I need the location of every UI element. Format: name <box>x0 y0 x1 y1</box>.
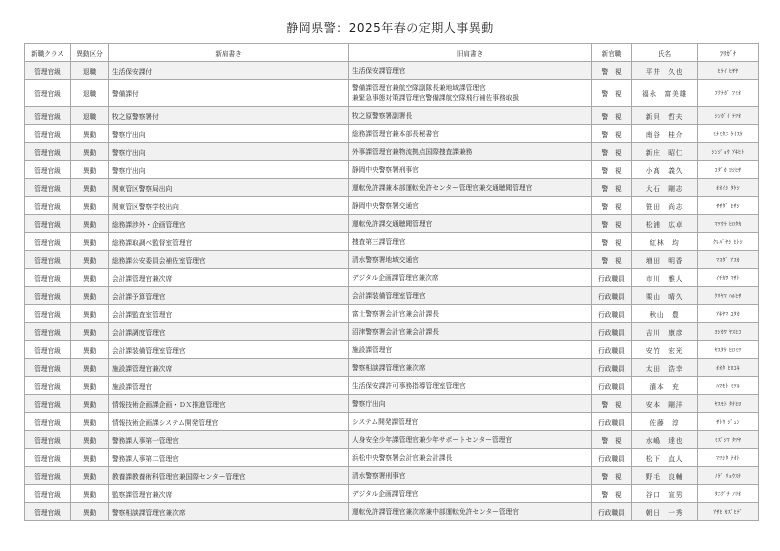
old-title-line: 施設課管理官 <box>352 345 393 354</box>
cell-old-title <box>349 323 592 341</box>
old-title-line: 捜査第三課管理官 <box>352 237 406 246</box>
table-row <box>25 503 759 521</box>
cell-class: 管理官級 <box>25 485 71 503</box>
cell-name: 水嶋 達也 <box>632 431 698 449</box>
cell-kana: ﾐﾅﾐﾀﾆ ｹｲｽｹ <box>698 125 759 143</box>
cell-new-title: 生活保安課付 <box>109 62 349 80</box>
cell-name: 増田 明香 <box>632 251 698 269</box>
cell-rank: 警 視 <box>592 395 632 413</box>
cell-kana: ｵｵﾀ ﾋﾛﾕｷ <box>698 359 759 377</box>
cell-rank: 行政職員 <box>592 323 632 341</box>
cell-name: 南谷 桂介 <box>632 125 698 143</box>
old-title-line: デジタル企画課管理官兼次席 <box>352 273 439 282</box>
cell-new-title: 牧之原警察署付 <box>109 107 349 125</box>
cell-kana: ﾏｽﾀﾞ ｱｽｶ <box>698 251 759 269</box>
cell-type: 退職 <box>71 80 109 107</box>
cell-rank: 警 視 <box>592 251 632 269</box>
cell-type: 異動 <box>71 215 109 233</box>
cell-rank: 行政職員 <box>592 305 632 323</box>
cell-old-title <box>349 377 592 395</box>
cell-new-title: 警備課付 <box>109 80 349 107</box>
cell-class: 管理官級 <box>25 287 71 305</box>
cell-type: 異動 <box>71 251 109 269</box>
old-title-line: 警備課管理官兼航空隊副隊長兼地域課管理官 <box>352 84 486 92</box>
cell-name: 小髙 義久 <box>632 161 698 179</box>
old-title-line: 外事課管理官兼物流拠点国際捜査課兼務 <box>352 147 473 156</box>
cell-new-title: 会計課監査室管理官 <box>109 305 349 323</box>
old-title-line: 清水警察署刑事官 <box>352 471 406 480</box>
cell-class: 管理官級 <box>25 269 71 287</box>
table-row <box>25 251 759 269</box>
cell-class: 管理官級 <box>25 359 71 377</box>
old-title-line: 浜松中央警察署会計官兼会計課長 <box>352 453 453 462</box>
cell-new-title: 情報技術企画課企画・ＤＸ推進管理官 <box>109 395 349 413</box>
table-row <box>25 395 759 413</box>
cell-kana: ｼﾝｶﾞｲ ﾃﾂｵ <box>698 107 759 125</box>
old-title-line: 生活保安課許可事務指導管理室管理官 <box>352 381 466 390</box>
cell-name: 濱本 充 <box>632 377 698 395</box>
cell-name: 吉川 康彦 <box>632 323 698 341</box>
cell-kana: ｻｻﾀﾞ ﾋｻｼ <box>698 197 759 215</box>
old-title-line: 兼緊急事態対策課管理官警備課航空隊飛行補佐事務取扱 <box>352 94 520 102</box>
cell-type: 異動 <box>71 143 109 161</box>
header-old-title: 旧肩書き <box>349 44 592 62</box>
old-title-line: 清水警察署地域交通官 <box>352 255 419 264</box>
table-row <box>25 80 759 107</box>
cell-type: 異動 <box>71 287 109 305</box>
table-row <box>25 233 759 251</box>
table-row <box>25 305 759 323</box>
cell-new-title: 監察課管理官兼次席 <box>109 485 349 503</box>
cell-new-title: 警察庁出向 <box>109 125 349 143</box>
cell-rank: 警 視 <box>592 62 632 80</box>
cell-name: 市川 雅人 <box>632 269 698 287</box>
cell-name: 大石 剛志 <box>632 179 698 197</box>
cell-old-title <box>349 467 592 485</box>
cell-new-title: 会計課予算管理官 <box>109 287 349 305</box>
cell-new-title: 警務課人事第二管理官 <box>109 449 349 467</box>
cell-type: 異動 <box>71 233 109 251</box>
cell-old-title <box>349 143 592 161</box>
cell-class: 管理官級 <box>25 341 71 359</box>
cell-kana: ｻﾄｳ ｼﾞｭﾝ <box>698 413 759 431</box>
cell-class: 管理官級 <box>25 143 71 161</box>
table-row <box>25 449 759 467</box>
table-row <box>25 62 759 80</box>
cell-class: 管理官級 <box>25 197 71 215</box>
cell-rank: 警 視 <box>592 215 632 233</box>
cell-kana: ｺﾀﾞｶ ﾖｼﾋｻ <box>698 161 759 179</box>
cell-class: 管理官級 <box>25 305 71 323</box>
cell-rank: 行政職員 <box>592 413 632 431</box>
cell-class: 管理官級 <box>25 377 71 395</box>
cell-kana: ﾐｽﾞｼﾏ ﾀﾂﾔ <box>698 431 759 449</box>
cell-type: 異動 <box>71 305 109 323</box>
old-title-line: 総務課管理官兼本部長秘書官 <box>352 129 439 138</box>
old-title-line: 富士警察署会計官兼会計課長 <box>352 309 439 318</box>
cell-old-title <box>349 215 592 233</box>
old-title-line: 警察相談課管理官兼次席 <box>352 363 426 372</box>
cell-type: 異動 <box>71 449 109 467</box>
cell-kana: ﾔｽﾀｹ ﾋﾛﾐﾂ <box>698 341 759 359</box>
cell-kana: ﾀﾆｸﾞﾁ ﾉﾘｵ <box>698 485 759 503</box>
cell-class: 管理官級 <box>25 467 71 485</box>
cell-class: 管理官級 <box>25 431 71 449</box>
cell-name: 野毛 良輔 <box>632 467 698 485</box>
header-name: 氏名 <box>632 44 698 62</box>
cell-kana: ﾉｹﾞ ﾘｮｳｽｹ <box>698 467 759 485</box>
cell-new-title: 総務課公安委員会補佐室管理官 <box>109 251 349 269</box>
cell-new-title: 警察相談課管理官兼次席 <box>109 503 349 521</box>
old-title-line: 生活保安課管理官 <box>352 66 406 75</box>
header-new-title: 新肩書き <box>109 44 349 62</box>
cell-new-title: 警察庁出向 <box>109 161 349 179</box>
old-title-line: 会計課装備管理室管理官 <box>352 291 426 300</box>
cell-rank: 警 視 <box>592 431 632 449</box>
cell-name: 松浦 広卓 <box>632 215 698 233</box>
cell-type: 異動 <box>71 197 109 215</box>
table-row <box>25 197 759 215</box>
cell-old-title <box>349 359 592 377</box>
cell-class: 管理官級 <box>25 215 71 233</box>
cell-new-title: 総務課取調べ監督室管理官 <box>109 233 349 251</box>
cell-kana: ﾋﾗｲ ﾋｻﾔ <box>698 62 759 80</box>
old-title-line: 運転免許課兼本部運転免許センター管理官兼交通聴聞管理官 <box>352 183 533 192</box>
table-row <box>25 161 759 179</box>
cell-kana: ｱｻﾋ ｶｽﾞﾋﾃﾞ <box>698 503 759 521</box>
table-row <box>25 269 759 287</box>
cell-name: 朝日 一秀 <box>632 503 698 521</box>
cell-type: 異動 <box>71 341 109 359</box>
cell-old-title <box>349 305 592 323</box>
table-row <box>25 107 759 125</box>
cell-class: 管理官級 <box>25 125 71 143</box>
cell-name: 新貝 哲夫 <box>632 107 698 125</box>
cell-class: 管理官級 <box>25 233 71 251</box>
cell-type: 異動 <box>71 395 109 413</box>
cell-rank: 行政職員 <box>592 269 632 287</box>
cell-old-title <box>349 80 592 107</box>
cell-type: 異動 <box>71 179 109 197</box>
cell-rank: 行政職員 <box>592 377 632 395</box>
cell-rank: 警 視 <box>592 197 632 215</box>
cell-name: 平井 久也 <box>632 62 698 80</box>
cell-rank: 警 視 <box>592 125 632 143</box>
cell-old-title <box>349 449 592 467</box>
cell-new-title: 施設課管理官兼次席 <box>109 359 349 377</box>
cell-old-title <box>349 125 592 143</box>
cell-new-title: 教養課教養術科管理官兼国際センター管理官 <box>109 467 349 485</box>
cell-new-title: 関東管区警察局出向 <box>109 179 349 197</box>
cell-old-title <box>349 107 592 125</box>
table-row <box>25 179 759 197</box>
cell-old-title <box>349 431 592 449</box>
cell-old-title <box>349 161 592 179</box>
cell-old-title <box>349 395 592 413</box>
header-type: 異動区分 <box>71 44 109 62</box>
cell-old-title <box>349 503 592 521</box>
table-body <box>25 62 759 521</box>
cell-kana: ﾖｼｶﾜ ﾔｽﾋｺ <box>698 323 759 341</box>
old-title-line: システム開発課管理官 <box>352 417 419 426</box>
old-title-line: 運転免許課管理官兼次席兼中部運転免許センター管理官 <box>352 507 519 516</box>
cell-new-title: 会計課管理官兼次席 <box>109 269 349 287</box>
cell-new-title: 情報技術企画課システム開発管理官 <box>109 413 349 431</box>
header-rank: 新官職 <box>592 44 632 62</box>
cell-class: 管理官級 <box>25 251 71 269</box>
table-row <box>25 215 759 233</box>
cell-rank: 警 視 <box>592 143 632 161</box>
cell-rank: 行政職員 <box>592 449 632 467</box>
page-title: 静岡県警：2025年春の定期人事異動 <box>286 21 494 35</box>
cell-name: 谷口 宣男 <box>632 485 698 503</box>
table-row <box>25 413 759 431</box>
cell-name: 太田 浩幸 <box>632 359 698 377</box>
cell-type: 退職 <box>71 62 109 80</box>
header-class: 新職クラス <box>25 44 71 62</box>
old-title-line: 静岡中央警察署交通官 <box>352 201 419 210</box>
table-row <box>25 143 759 161</box>
cell-class: 管理官級 <box>25 395 71 413</box>
cell-name: 松下 直人 <box>632 449 698 467</box>
cell-kana: ﾊﾏﾓﾄ ﾐﾂﾙ <box>698 377 759 395</box>
cell-name: 秋山 豊 <box>632 305 698 323</box>
cell-kana: ｼﾝｼﾞｮｳ ｱｷﾋﾄ <box>698 143 759 161</box>
cell-name: 佐藤 淳 <box>632 413 698 431</box>
cell-new-title: 警務課人事第一管理官 <box>109 431 349 449</box>
cell-rank: 警 視 <box>592 179 632 197</box>
cell-class: 管理官級 <box>25 107 71 125</box>
cell-name: 笹田 尚志 <box>632 197 698 215</box>
cell-class: 管理官級 <box>25 323 71 341</box>
cell-kana: ｸﾚﾊﾞﾔｼ ﾋﾄｼ <box>698 233 759 251</box>
header-row <box>25 44 759 62</box>
table-row <box>25 359 759 377</box>
cell-type: 異動 <box>71 485 109 503</box>
cell-old-title <box>349 179 592 197</box>
cell-old-title <box>349 269 592 287</box>
header-kana: ﾌﾘｶﾞﾅ <box>698 44 759 62</box>
old-title-line: 牧之原警察署副署長 <box>352 111 413 120</box>
cell-class: 管理官級 <box>25 161 71 179</box>
cell-type: 異動 <box>71 359 109 377</box>
cell-rank: 警 視 <box>592 233 632 251</box>
old-title-line: 警察庁出向 <box>352 399 386 408</box>
cell-new-title: 警察庁出向 <box>109 143 349 161</box>
cell-rank: 警 視 <box>592 161 632 179</box>
cell-kana: ｸﾘﾔﾏ ﾊﾙﾋｻ <box>698 287 759 305</box>
cell-old-title <box>349 287 592 305</box>
cell-name: 福永 富美雄 <box>632 80 698 107</box>
cell-kana: ﾔｽﾓﾄ ﾀｹﾋﾛ <box>698 395 759 413</box>
old-title-line: 人身安全少年課管理官兼少年サポートセンター管理官 <box>352 435 513 444</box>
cell-name: 紅林 均 <box>632 233 698 251</box>
table-row <box>25 341 759 359</box>
cell-class: 管理官級 <box>25 80 71 107</box>
cell-type: 異動 <box>71 467 109 485</box>
cell-old-title <box>349 485 592 503</box>
cell-type: 異動 <box>71 161 109 179</box>
cell-type: 異動 <box>71 269 109 287</box>
cell-name: 安竹 宏光 <box>632 341 698 359</box>
table-row <box>25 323 759 341</box>
cell-type: 退職 <box>71 107 109 125</box>
cell-new-title: 施設課管理官 <box>109 377 349 395</box>
cell-old-title <box>349 197 592 215</box>
cell-old-title <box>349 413 592 431</box>
cell-new-title: 総務課渉外・企画管理官 <box>109 215 349 233</box>
cell-name: 栗山 晴久 <box>632 287 698 305</box>
cell-old-title <box>349 251 592 269</box>
cell-class: 管理官級 <box>25 179 71 197</box>
cell-old-title <box>349 62 592 80</box>
cell-type: 異動 <box>71 503 109 521</box>
old-title-line: デジタル企画課管理官 <box>352 489 419 498</box>
cell-type: 異動 <box>71 413 109 431</box>
cell-new-title: 関東管区警察学校出向 <box>109 197 349 215</box>
cell-class: 管理官級 <box>25 449 71 467</box>
cell-type: 異動 <box>71 125 109 143</box>
old-title-line: 運転免許課交通聴聞管理官 <box>352 219 433 228</box>
cell-kana: ｵｵｲｼ ﾀｹｼ <box>698 179 759 197</box>
cell-rank: 行政職員 <box>592 341 632 359</box>
cell-rank: 警 視 <box>592 107 632 125</box>
old-title-line: 静岡中央警察署刑事官 <box>352 165 419 174</box>
cell-class: 管理官級 <box>25 62 71 80</box>
cell-class: 管理官級 <box>25 503 71 521</box>
table-row <box>25 287 759 305</box>
cell-kana: ｱｷﾔﾏ ﾕﾀｶ <box>698 305 759 323</box>
cell-type: 異動 <box>71 323 109 341</box>
cell-type: 異動 <box>71 377 109 395</box>
cell-rank: 行政職員 <box>592 287 632 305</box>
cell-name: 安本 剛洋 <box>632 395 698 413</box>
cell-kana: ｲﾁｶﾜ ﾏｻﾄ <box>698 269 759 287</box>
cell-old-title <box>349 341 592 359</box>
table-row <box>25 431 759 449</box>
cell-class: 管理官級 <box>25 413 71 431</box>
table-row <box>25 377 759 395</box>
cell-type: 異動 <box>71 431 109 449</box>
cell-kana: ﾏﾂｼﾀ ﾅｵﾄ <box>698 449 759 467</box>
cell-rank: 行政職員 <box>592 359 632 377</box>
cell-new-title: 会計課装備管理室管理官 <box>109 341 349 359</box>
cell-rank: 行政職員 <box>592 503 632 521</box>
cell-name: 新庄 昭仁 <box>632 143 698 161</box>
cell-kana: ﾏﾂｳﾗ ﾋﾛﾀｶ <box>698 215 759 233</box>
table-row <box>25 467 759 485</box>
cell-rank: 警 視 <box>592 467 632 485</box>
old-title-line: 沼津警察署会計官兼会計課長 <box>352 327 439 336</box>
cell-kana: ﾌｸﾅｶﾞ ﾌﾐｵ <box>698 80 759 107</box>
cell-rank: 警 視 <box>592 485 632 503</box>
cell-new-title: 会計課調度管理官 <box>109 323 349 341</box>
personnel-table <box>24 43 759 521</box>
table-row <box>25 485 759 503</box>
table-row <box>25 125 759 143</box>
cell-old-title <box>349 233 592 251</box>
cell-rank: 警 視 <box>592 80 632 107</box>
